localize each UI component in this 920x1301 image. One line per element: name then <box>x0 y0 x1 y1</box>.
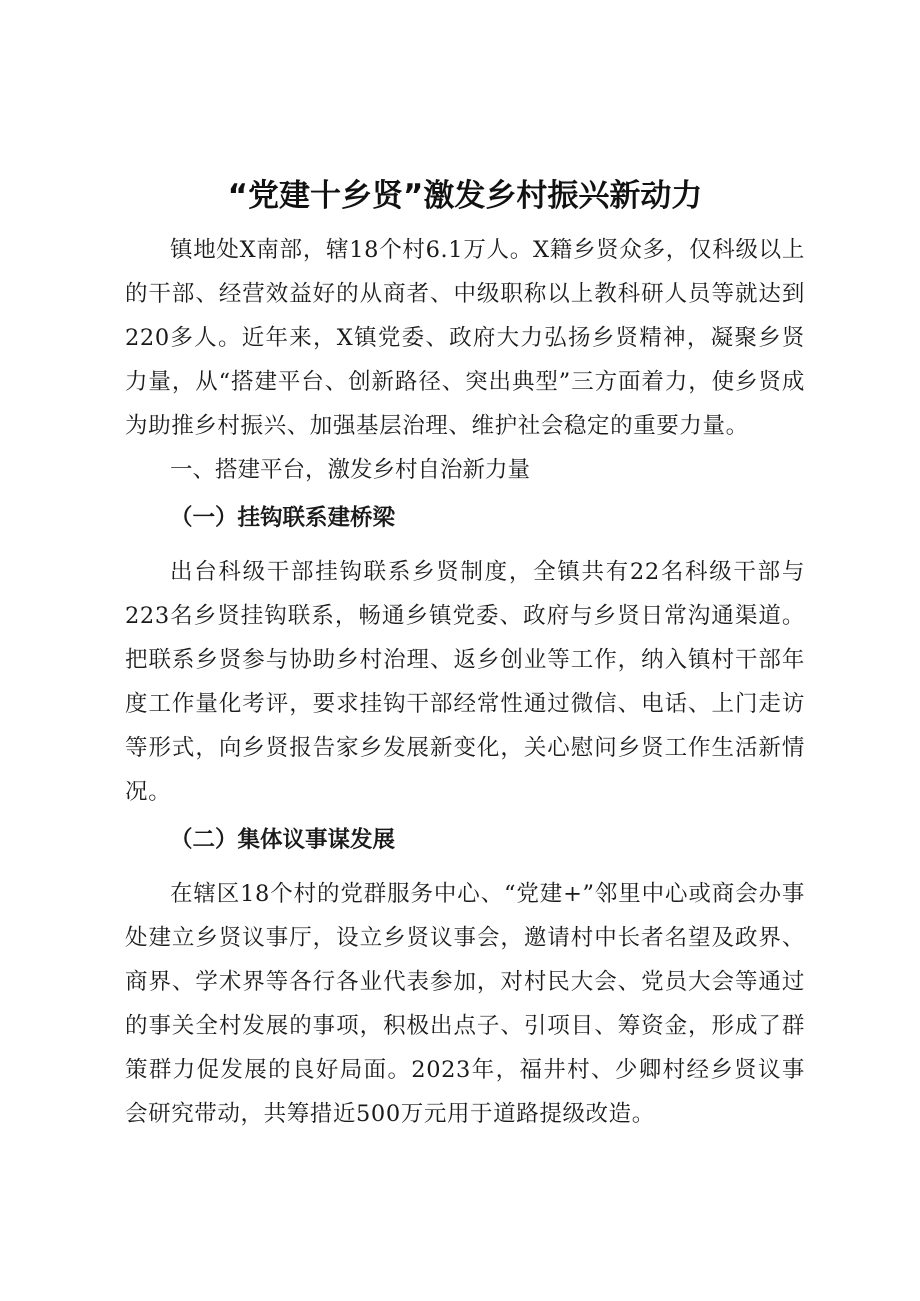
document-page <box>125 170 805 1136</box>
subsection-heading-1: （一）挂钩联系建桥梁 <box>170 505 396 531</box>
subsection-body-1: 出台科级干部挂钩联系乡贤制度，全镇共有22名科级干部与223名乡贤挂钩联系，畅通乡镇党委、政府与乡贤日常沟通渠道。把联系乡贤参与协助乡村治理、返乡创业等工作，纳入镇村干部年度工作量化考评，要求挂钩干部经常性通过微信、电话、上门走访等形式，向乡贤报告家乡发展新变化，关心慰问乡贤工作生活新情况。 <box>125 559 805 805</box>
section-heading-1: 一、搭建平台，激发乡村自治新力量 <box>170 457 531 483</box>
subsection-heading-2: （二）集体议事谋发展 <box>170 827 396 853</box>
subsection-body-2: 在辖区18个村的党群服务中心、“党建+”邻里中心或商会办事处建立乡贤议事厅，设立乡贤议事会，邀请村中长者名望及政界、商界、学术界等各行各业代表参加，对村民大会、党员大会等通过的事关全村发展的事项，积极出点子、引项目、筹资金，形成了群策群力促发展的良好局面。2023年，福井村、少卿村经乡贤议事会研究带动，共筹措近500万元用于道路提级改造。 <box>125 881 805 1127</box>
document-title: “党建十乡贤”激发乡村振兴新动力 <box>227 178 703 214</box>
intro-paragraph: 镇地处X南部，辖18个村6.1万人。X籍乡贤众多，仅科级以上的干部、经营效益好的从商者、中级职称以上教科研人员等就达到220多人。近年来，X镇党委、政府大力弘扬乡贤精神，凝聚乡贤力量，从“搭建平台、创新路径、突出典型”三方面着力，使乡贤成为助推乡村振兴、加强基层治理、维护社会稳定的重要力量。 <box>125 237 805 439</box>
